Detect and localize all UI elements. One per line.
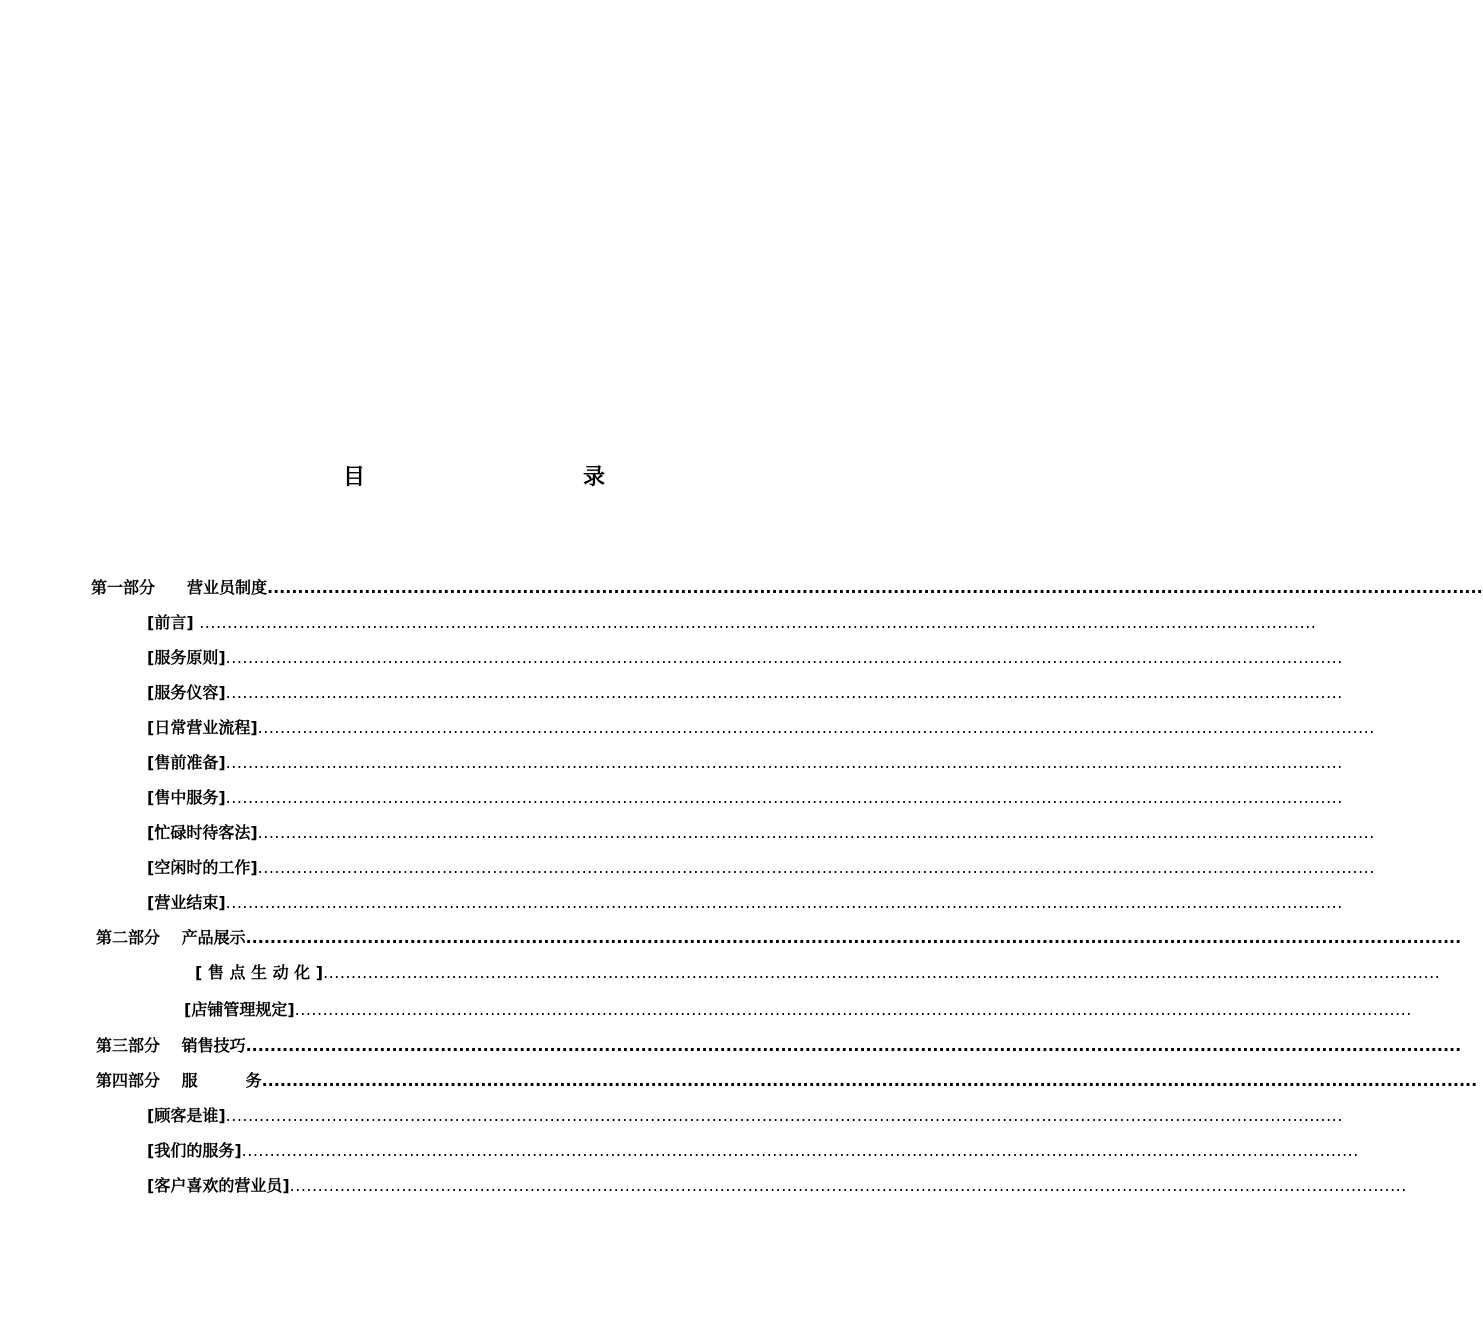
toc-leader-dots: ........................................................................................................................................................................................................ xyxy=(225,893,1343,912)
toc-leader-dots: ........................................................................................................................................................................................................ xyxy=(289,1176,1407,1195)
toc-item[interactable] xyxy=(147,1175,1407,1197)
toc-item-label: [忙碌时待客法] xyxy=(147,823,258,842)
toc-part-1[interactable] xyxy=(91,577,1483,599)
toc-part-label: 第四部分 服 务 xyxy=(96,1071,262,1090)
toc-leader-dots: ........................................................................................................................................................................................................ xyxy=(241,1141,1359,1160)
toc-leader-dots: ........................................................................................................................................................................................................ xyxy=(245,1036,1462,1055)
toc-part-label: 第二部分 产品展示 xyxy=(96,928,246,947)
toc-item-label: [服务原则] xyxy=(147,648,226,667)
toc-leader-dots: ........................................................................................................................................................................................................ xyxy=(294,1000,1412,1019)
toc-item[interactable] xyxy=(147,717,1375,739)
toc-item-label: [营业结束] xyxy=(147,893,226,912)
toc-item[interactable] xyxy=(195,962,1441,984)
toc-leader-dots: ........................................................................................................................................................................................................ xyxy=(257,718,1375,737)
toc-item-label: [售中服务] xyxy=(147,788,226,807)
toc-item[interactable] xyxy=(147,647,1343,669)
toc-item[interactable] xyxy=(147,682,1343,704)
toc-leader-dots: ........................................................................................................................................................................................................ xyxy=(225,1106,1343,1125)
toc-item[interactable] xyxy=(147,752,1343,774)
toc-item[interactable] xyxy=(147,787,1343,809)
toc-part-4[interactable] xyxy=(96,1070,1478,1092)
toc-leader-dots: ........................................................................................................................................................................................................ xyxy=(245,928,1462,947)
toc-leader-dots: ........................................................................................................................................................................................................ xyxy=(323,963,1441,982)
toc-item-label: [客户喜欢的营业员] xyxy=(147,1176,290,1195)
toc-item-label: [店铺管理规定] xyxy=(184,1000,295,1019)
toc-item[interactable] xyxy=(147,612,1317,634)
toc-item-label: [顾客是谁] xyxy=(147,1106,226,1125)
toc-part-3[interactable] xyxy=(96,1035,1462,1057)
toc-item-label: [空闲时的工作] xyxy=(147,858,258,877)
toc-leader-dots: ........................................................................................................................................................................................................ xyxy=(225,648,1343,667)
toc-item[interactable] xyxy=(147,1140,1359,1162)
toc-part-label: 第一部分 营业员制度 xyxy=(91,578,268,597)
toc-leader-dots: ........................................................................................................................................................................................................ xyxy=(225,683,1343,702)
toc-item-label: [服务仪容] xyxy=(147,683,226,702)
toc-item[interactable] xyxy=(184,999,1412,1021)
toc-leader-dots: ........................................................................................................................................................................................................ xyxy=(261,1071,1478,1090)
toc-title-right-char: 录 xyxy=(583,465,606,490)
toc-part-2[interactable] xyxy=(96,927,1462,949)
toc-item[interactable] xyxy=(147,857,1375,879)
toc-item-label: [前言] xyxy=(147,613,200,632)
toc-leader-dots: ........................................................................................................................................................................................................ xyxy=(267,578,1483,597)
toc-item[interactable] xyxy=(147,892,1343,914)
toc-item-label: [售前准备] xyxy=(147,753,226,772)
toc-item-label: [我们的服务] xyxy=(147,1141,242,1160)
toc-leader-dots: ........................................................................................................................................................................................................ xyxy=(199,613,1317,632)
toc-item[interactable] xyxy=(147,822,1375,844)
toc-item-label: [日常营业流程] xyxy=(147,718,258,737)
toc-leader-dots: ........................................................................................................................................................................................................ xyxy=(257,858,1375,877)
toc-title-left-char: 目 xyxy=(343,465,366,490)
toc-item-label: [ 售 点 生 动 化 ] xyxy=(195,963,324,982)
toc-item[interactable] xyxy=(147,1105,1343,1127)
toc-leader-dots: ........................................................................................................................................................................................................ xyxy=(225,753,1343,772)
toc-leader-dots: ........................................................................................................................................................................................................ xyxy=(257,823,1375,842)
toc-title xyxy=(0,458,950,498)
toc-leader-dots: ........................................................................................................................................................................................................ xyxy=(225,788,1343,807)
toc-part-label: 第三部分 销售技巧 xyxy=(96,1036,246,1055)
